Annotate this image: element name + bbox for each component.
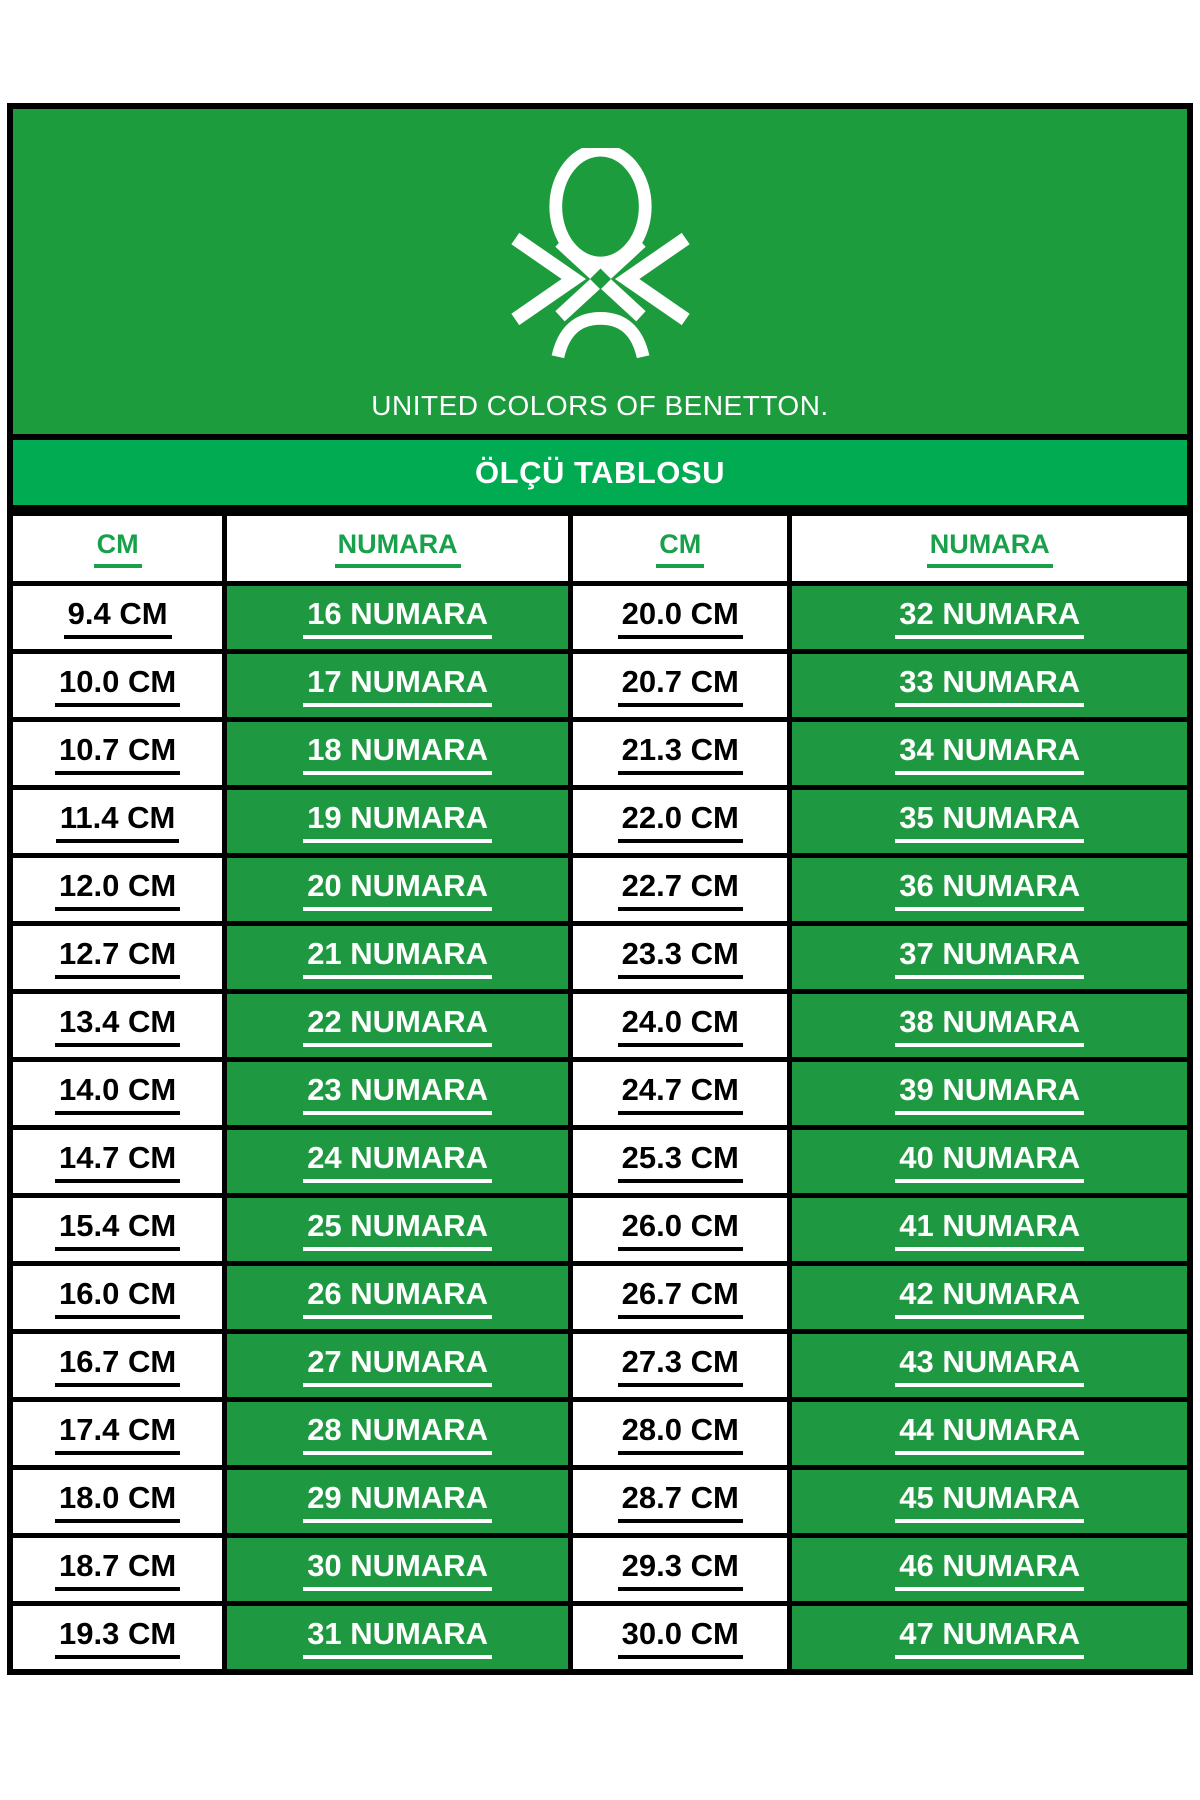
numara-cell-left xyxy=(225,856,571,924)
size-table-body xyxy=(10,584,1190,1673)
cm-value: 14.0 CM xyxy=(55,1072,180,1115)
cm-value: 24.7 CM xyxy=(618,1072,743,1115)
header-row xyxy=(10,514,1190,584)
cm-cell-left xyxy=(10,1536,225,1604)
size-table-banner xyxy=(7,440,1193,511)
numara-cell-right xyxy=(790,856,1190,924)
cm-cell-right xyxy=(570,1060,789,1128)
cm-cell-left xyxy=(10,652,225,720)
cm-cell-left xyxy=(10,1060,225,1128)
cm-cell-left xyxy=(10,720,225,788)
numara-value: 18 NUMARA xyxy=(303,732,492,775)
numara-value: 35 NUMARA xyxy=(895,800,1084,843)
numara-value: 16 NUMARA xyxy=(303,596,492,639)
cm-value: 22.7 CM xyxy=(618,868,743,911)
cm-cell-right xyxy=(570,652,789,720)
cm-value: 18.0 CM xyxy=(55,1480,180,1523)
numara-cell-left xyxy=(225,1468,571,1536)
cm-value: 20.0 CM xyxy=(618,596,743,639)
cm-cell-right xyxy=(570,1536,789,1604)
cm-cell-right xyxy=(570,1128,789,1196)
benetton-knot-icon xyxy=(483,148,718,361)
numara-cell-left xyxy=(225,720,571,788)
brand-name: UNITED COLORS OF BENETTON. xyxy=(371,390,829,421)
cm-cell-right xyxy=(570,1196,789,1264)
col-header-numara-left xyxy=(225,514,571,584)
col-header-label: NUMARA xyxy=(927,529,1053,568)
cm-value: 21.3 CM xyxy=(618,732,743,775)
brand-panel xyxy=(7,103,1193,440)
cm-value: 22.0 CM xyxy=(618,800,743,843)
cm-cell-right xyxy=(570,1604,789,1673)
cm-value: 13.4 CM xyxy=(55,1004,180,1047)
numara-cell-right xyxy=(790,1060,1190,1128)
cm-value: 17.4 CM xyxy=(55,1412,180,1455)
numara-value: 28 NUMARA xyxy=(303,1412,492,1455)
numara-cell-right xyxy=(790,652,1190,720)
numara-cell-left xyxy=(225,788,571,856)
col-header-label: NUMARA xyxy=(335,529,461,568)
table-row xyxy=(10,1400,1190,1468)
numara-value: 42 NUMARA xyxy=(895,1276,1084,1319)
numara-cell-left xyxy=(225,1604,571,1673)
numara-value: 21 NUMARA xyxy=(303,936,492,979)
chart-frame xyxy=(7,103,1193,1675)
cm-cell-left xyxy=(10,924,225,992)
cm-value: 14.7 CM xyxy=(55,1140,180,1183)
numara-cell-right xyxy=(790,1332,1190,1400)
table-row xyxy=(10,1604,1190,1673)
cm-cell-right xyxy=(570,1468,789,1536)
cm-cell-left xyxy=(10,1264,225,1332)
numara-value: 34 NUMARA xyxy=(895,732,1084,775)
cm-cell-left xyxy=(10,1128,225,1196)
cm-value: 25.3 CM xyxy=(618,1140,743,1183)
numara-cell-right xyxy=(790,720,1190,788)
numara-value: 22 NUMARA xyxy=(303,1004,492,1047)
numara-value: 30 NUMARA xyxy=(303,1548,492,1591)
numara-cell-left xyxy=(225,584,571,652)
cm-cell-right xyxy=(570,1332,789,1400)
cm-cell-left xyxy=(10,1196,225,1264)
cm-cell-right xyxy=(570,1264,789,1332)
numara-cell-left xyxy=(225,1264,571,1332)
cm-value: 11.4 CM xyxy=(56,800,179,843)
table-row xyxy=(10,788,1190,856)
cm-value: 28.7 CM xyxy=(618,1480,743,1523)
numara-cell-right xyxy=(790,1264,1190,1332)
cm-cell-left xyxy=(10,584,225,652)
table-row xyxy=(10,1264,1190,1332)
table-row xyxy=(10,1536,1190,1604)
table-row xyxy=(10,1196,1190,1264)
numara-value: 29 NUMARA xyxy=(303,1480,492,1523)
numara-value: 39 NUMARA xyxy=(895,1072,1084,1115)
table-row xyxy=(10,1060,1190,1128)
col-header-cm-left xyxy=(10,514,225,584)
banner-title: ÖLÇÜ TABLOSU xyxy=(475,454,725,490)
cm-value: 30.0 CM xyxy=(618,1616,743,1659)
cm-value: 16.7 CM xyxy=(55,1344,180,1387)
cm-cell-left xyxy=(10,788,225,856)
numara-value: 40 NUMARA xyxy=(895,1140,1084,1183)
numara-value: 47 NUMARA xyxy=(895,1616,1084,1659)
numara-value: 33 NUMARA xyxy=(895,664,1084,707)
numara-value: 26 NUMARA xyxy=(303,1276,492,1319)
cm-value: 12.7 CM xyxy=(55,936,180,979)
size-table-head xyxy=(10,514,1190,584)
numara-cell-left xyxy=(225,924,571,992)
cm-value: 20.7 CM xyxy=(618,664,743,707)
cm-value: 18.7 CM xyxy=(55,1548,180,1591)
numara-value: 37 NUMARA xyxy=(895,936,1084,979)
numara-value: 46 NUMARA xyxy=(895,1548,1084,1591)
numara-cell-right xyxy=(790,1128,1190,1196)
cm-cell-right xyxy=(570,720,789,788)
cm-value: 10.0 CM xyxy=(55,664,180,707)
table-row xyxy=(10,992,1190,1060)
numara-cell-right xyxy=(790,924,1190,992)
cm-value: 24.0 CM xyxy=(618,1004,743,1047)
numara-value: 25 NUMARA xyxy=(303,1208,492,1251)
numara-cell-left xyxy=(225,1060,571,1128)
table-row xyxy=(10,1128,1190,1196)
numara-cell-left xyxy=(225,992,571,1060)
numara-cell-left xyxy=(225,1196,571,1264)
numara-value: 44 NUMARA xyxy=(895,1412,1084,1455)
numara-value: 24 NUMARA xyxy=(303,1140,492,1183)
col-header-cm-right xyxy=(570,514,789,584)
cm-cell-right xyxy=(570,788,789,856)
numara-value: 45 NUMARA xyxy=(895,1480,1084,1523)
numara-value: 19 NUMARA xyxy=(303,800,492,843)
cm-cell-left xyxy=(10,1604,225,1673)
table-row xyxy=(10,856,1190,924)
numara-cell-right xyxy=(790,1536,1190,1604)
table-row xyxy=(10,584,1190,652)
numara-value: 20 NUMARA xyxy=(303,868,492,911)
col-header-label: CM xyxy=(94,529,142,568)
numara-value: 41 NUMARA xyxy=(895,1208,1084,1251)
brand-logo xyxy=(483,109,718,390)
numara-cell-right xyxy=(790,992,1190,1060)
cm-cell-right xyxy=(570,856,789,924)
size-table xyxy=(7,511,1193,1675)
cm-cell-right xyxy=(570,584,789,652)
cm-value: 29.3 CM xyxy=(618,1548,743,1591)
table-row xyxy=(10,1468,1190,1536)
table-row xyxy=(10,1332,1190,1400)
numara-cell-right xyxy=(790,1196,1190,1264)
cm-value: 10.7 CM xyxy=(55,732,180,775)
numara-cell-right xyxy=(790,788,1190,856)
cm-cell-left xyxy=(10,992,225,1060)
cm-value: 9.4 CM xyxy=(64,596,172,639)
numara-cell-left xyxy=(225,1400,571,1468)
table-row xyxy=(10,720,1190,788)
numara-cell-left xyxy=(225,652,571,720)
numara-cell-right xyxy=(790,1604,1190,1673)
numara-value: 27 NUMARA xyxy=(303,1344,492,1387)
cm-cell-right xyxy=(570,992,789,1060)
cm-cell-left xyxy=(10,1400,225,1468)
cm-value: 16.0 CM xyxy=(55,1276,180,1319)
cm-cell-left xyxy=(10,1332,225,1400)
cm-cell-right xyxy=(570,924,789,992)
numara-value: 38 NUMARA xyxy=(895,1004,1084,1047)
numara-cell-left xyxy=(225,1128,571,1196)
cm-value: 15.4 CM xyxy=(55,1208,180,1251)
numara-cell-left xyxy=(225,1332,571,1400)
cm-value: 23.3 CM xyxy=(618,936,743,979)
numara-value: 31 NUMARA xyxy=(303,1616,492,1659)
cm-cell-left xyxy=(10,1468,225,1536)
cm-cell-right xyxy=(570,1400,789,1468)
numara-value: 23 NUMARA xyxy=(303,1072,492,1115)
cm-value: 28.0 CM xyxy=(618,1412,743,1455)
numara-value: 36 NUMARA xyxy=(895,868,1084,911)
numara-value: 32 NUMARA xyxy=(895,596,1084,639)
cm-value: 19.3 CM xyxy=(55,1616,180,1659)
cm-value: 12.0 CM xyxy=(55,868,180,911)
numara-value: 17 NUMARA xyxy=(303,664,492,707)
cm-cell-left xyxy=(10,856,225,924)
numara-cell-left xyxy=(225,1536,571,1604)
numara-cell-right xyxy=(790,1400,1190,1468)
cm-value: 27.3 CM xyxy=(618,1344,743,1387)
cm-value: 26.7 CM xyxy=(618,1276,743,1319)
numara-cell-right xyxy=(790,584,1190,652)
table-row xyxy=(10,652,1190,720)
cm-value: 26.0 CM xyxy=(618,1208,743,1251)
col-header-numara-right xyxy=(790,514,1190,584)
col-header-label: CM xyxy=(656,529,704,568)
table-row xyxy=(10,924,1190,992)
numara-value: 43 NUMARA xyxy=(895,1344,1084,1387)
numara-cell-right xyxy=(790,1468,1190,1536)
